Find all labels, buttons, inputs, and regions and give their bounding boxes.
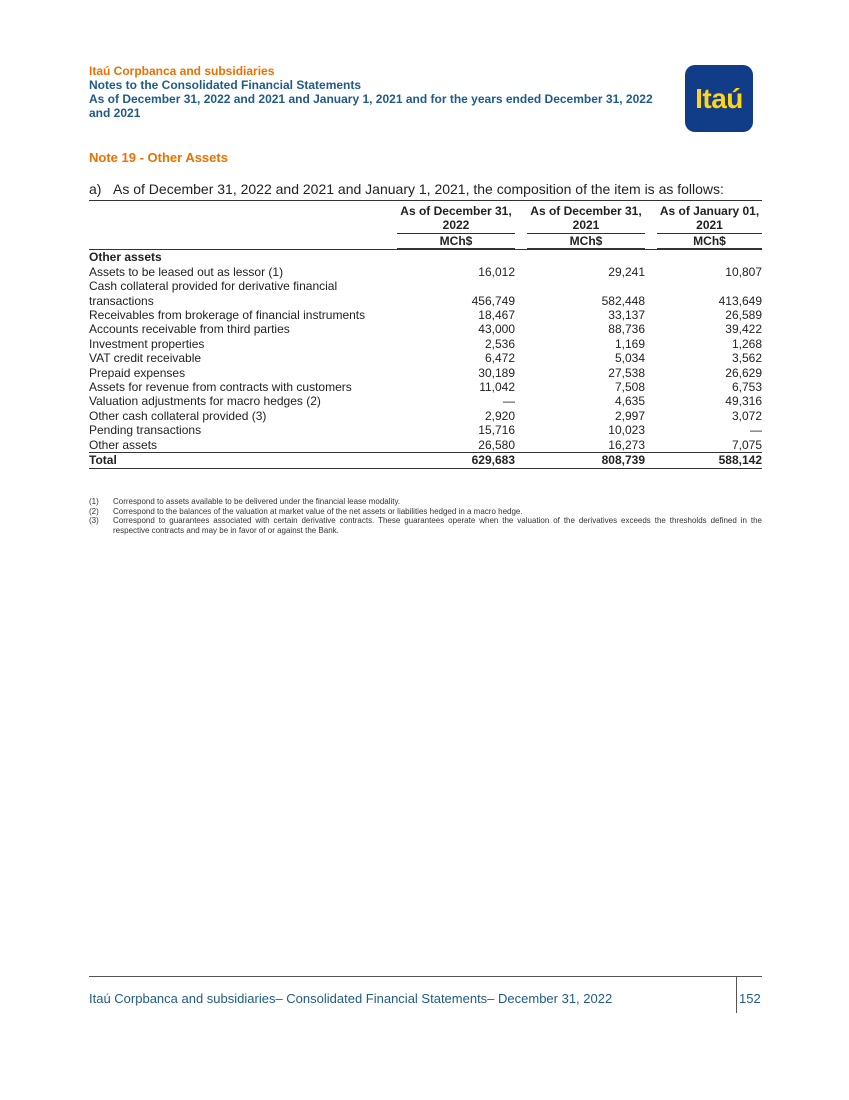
footnote-1: (1) Correspond to assets available to be delivered under the financial lease modality.	[89, 497, 401, 506]
table-row: Valuation adjustments for macro hedges (2) — 4,635 49,316	[89, 394, 762, 409]
itau-logo	[685, 65, 753, 132]
column-header-2022: As of December 31, 2022	[385, 201, 515, 234]
table-row: Other assets 26,580 16,273 7,075	[89, 437, 762, 452]
table-row: transactions 456,749 582,448 413,649	[89, 293, 762, 308]
company-name: Itaú Corpbanca and subsidiaries	[89, 64, 275, 78]
table-row: Assets for revenue from contracts with customers 11,042 7,508 6,753	[89, 380, 762, 395]
table-row: Accounts receivable from third parties 43,000 88,736 39,422	[89, 322, 762, 337]
footnotes	[89, 497, 762, 535]
section-header-row: Other assets	[89, 250, 762, 265]
intro-text: As of December 31, 2022 and 2021 and January 1, 2021, the composition of the item is as follows:	[113, 181, 724, 197]
footer-text: Itaú Corpbanca and subsidiaries– Consolidated Financial Statements– December 31, 2022	[89, 991, 613, 1006]
note-title: Note 19 - Other Assets	[89, 150, 228, 165]
table-row: Receivables from brokerage of financial instruments 18,467 33,137 26,589	[89, 308, 762, 323]
table-row: VAT credit receivable 6,472 5,034 3,562	[89, 351, 762, 366]
intro-paragraph	[89, 181, 764, 197]
column-header-2021: As of December 31, 2021	[515, 201, 645, 234]
column-header-jan-2021: As of January 01, 2021	[645, 201, 762, 234]
header-line-2: As of December 31, 2022 and 2021 and January 1, 2021 and for the years ended December 31, 2022	[89, 92, 653, 106]
header-line-3: and 2021	[89, 106, 141, 120]
footnote-2: (2) Correspond to the balances of the valuation at market value of the net assets or liabilities hedged in a macro hedge.	[89, 506, 523, 516]
footer-divider	[89, 976, 762, 977]
logo-text: Itaú	[695, 82, 743, 114]
table-row: Cash collateral provided for derivative financial	[89, 279, 338, 294]
page-number: 152	[739, 991, 761, 1006]
unit-label: MCh$	[645, 234, 762, 250]
table-row: Assets to be leased out as lessor (1) 16,012 29,241 10,807	[89, 264, 762, 279]
table-row: Investment properties 2,536 1,169 1,268	[89, 336, 762, 351]
other-assets-table	[89, 200, 762, 469]
header-line-1: Notes to the Consolidated Financial Statements	[89, 78, 362, 92]
table-row: Other cash collateral provided (3) 2,920 2,997 3,072	[89, 408, 762, 423]
footnote-3: (3) Correspond to guarantees associated with certain derivative contracts. These guarantees operate when the valuation of the derivatives exceeds the thresholds defined in the respective contracts and may be in favor of or against the Bank.	[89, 516, 762, 535]
footer-separator	[736, 977, 737, 1013]
table-row: Prepaid expenses 30,189 27,538 26,629	[89, 365, 762, 380]
unit-label: MCh$	[385, 234, 515, 250]
document-header	[89, 64, 689, 120]
unit-label: MCh$	[515, 234, 645, 250]
table-row: Pending transactions 15,716 10,023 —	[89, 423, 762, 438]
total-row: Total 629,683 808,739 588,142	[89, 453, 762, 468]
intro-label: a)	[89, 181, 102, 197]
